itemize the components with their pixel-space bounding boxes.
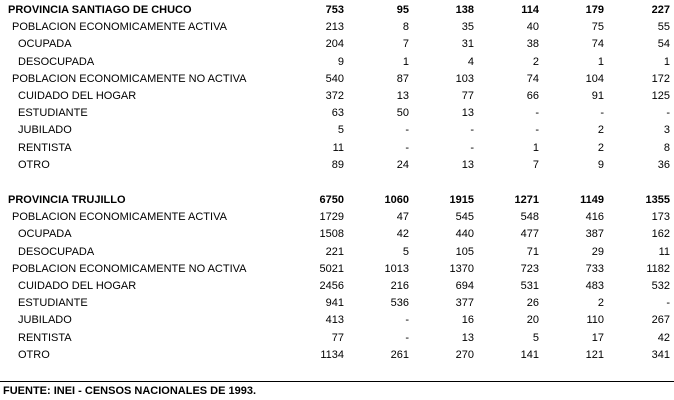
cell-value: 104	[585, 72, 604, 85]
table-row	[0, 330, 674, 347]
cell-value: 13	[461, 158, 474, 171]
row-label: PROVINCIA SANTIAGO DE CHUCO	[8, 4, 192, 16]
cell-value: 13	[396, 90, 409, 102]
cell-value: 2456	[319, 280, 344, 292]
cell-value: -	[405, 331, 409, 344]
cell-value: 20	[526, 314, 539, 327]
cell-value: 3	[663, 124, 670, 137]
cell-value: 416	[585, 211, 604, 224]
cell-value: 2	[597, 141, 604, 154]
cell-value: 221	[325, 245, 344, 258]
section-header-row	[0, 192, 674, 209]
cell-value: 162	[651, 228, 670, 241]
cell-value: 125	[651, 90, 670, 102]
cell-value: 141	[520, 348, 539, 361]
table-row	[0, 36, 674, 53]
cell-value: -	[666, 107, 670, 120]
cell-value: 40	[526, 21, 539, 34]
row-label: RENTISTA	[18, 141, 72, 154]
table-row	[0, 261, 674, 278]
table-row	[0, 278, 674, 295]
cell-value: -	[405, 141, 409, 154]
cell-value: 548	[520, 211, 539, 224]
cell-value: 11	[332, 141, 344, 154]
cell-value: 1134	[320, 348, 344, 361]
cell-value: 341	[651, 348, 670, 361]
row-label: POBLACION ECONOMICAMENTE NO ACTIVA	[12, 262, 247, 275]
cell-value: 536	[390, 297, 409, 310]
cell-value: 6750	[319, 194, 344, 206]
cell-value: 540	[325, 72, 344, 85]
cell-value: 941	[325, 297, 344, 310]
cell-value: 2	[597, 124, 604, 137]
cell-value: 55	[657, 21, 670, 34]
cell-value: 270	[455, 348, 474, 361]
cell-value: 75	[591, 21, 604, 34]
cell-value: 66	[526, 90, 539, 102]
cell-value: 36	[657, 158, 670, 171]
cell-value: 1149	[580, 194, 604, 206]
cell-value: 50	[396, 107, 409, 120]
row-label: OTRO	[18, 348, 50, 361]
cell-value: 11	[658, 245, 670, 258]
cell-value: 138	[455, 4, 474, 16]
cell-value: 1	[532, 141, 539, 154]
row-label: DESOCUPADA	[18, 245, 95, 258]
table-row	[0, 157, 674, 174]
table-row	[0, 347, 674, 364]
cell-value: 213	[325, 21, 344, 34]
cell-value: 173	[651, 211, 670, 224]
cell-value: 7	[532, 158, 539, 171]
cell-value: 17	[591, 331, 604, 344]
cell-value: 7	[402, 38, 409, 51]
cell-value: -	[470, 141, 474, 154]
cell-value: 387	[585, 228, 604, 241]
cell-value: 2	[532, 55, 539, 68]
cell-value: 89	[331, 158, 344, 171]
cell-value: 31	[461, 38, 474, 51]
section-header-row	[0, 2, 674, 19]
table-row	[0, 140, 674, 157]
cell-value: 8	[402, 21, 409, 34]
cell-value: 1729	[319, 211, 344, 224]
row-label: JUBILADO	[18, 314, 72, 327]
table-row	[0, 105, 674, 122]
cell-value: 29	[591, 245, 604, 258]
cell-value: 216	[390, 280, 409, 292]
cell-value: -	[600, 107, 604, 120]
cell-value: -	[405, 124, 409, 137]
cell-value: -	[666, 297, 670, 310]
cell-value: 13	[461, 107, 474, 120]
row-label: RENTISTA	[18, 331, 72, 344]
cell-value: 26	[526, 297, 539, 310]
cell-value: 42	[396, 228, 409, 241]
cell-value: 77	[331, 331, 344, 344]
cell-value: 8	[663, 141, 670, 154]
table-row	[0, 54, 674, 71]
cell-value: 204	[325, 38, 344, 51]
cell-value: 9	[597, 158, 604, 171]
cell-value: 1060	[384, 194, 409, 206]
cell-value: 1	[402, 55, 409, 68]
cell-value: 5021	[319, 262, 344, 275]
row-label: OTRO	[18, 158, 50, 171]
cell-value: 694	[455, 280, 474, 292]
table-row	[0, 312, 674, 329]
cell-value: 1	[663, 55, 670, 68]
cell-value: 35	[461, 21, 474, 34]
cell-value: 172	[651, 72, 670, 85]
cell-value: 1508	[319, 228, 344, 241]
cell-value: 1355	[645, 194, 670, 206]
table-row	[0, 244, 674, 261]
cell-value: 267	[651, 314, 670, 327]
cell-value: 71	[526, 245, 539, 258]
cell-value: 545	[455, 211, 474, 224]
cell-value: 377	[455, 297, 474, 310]
cell-value: 733	[585, 262, 604, 275]
cell-value: -	[535, 124, 539, 137]
cell-value: 531	[520, 280, 539, 292]
cell-value: 54	[657, 38, 670, 51]
cell-value: 63	[331, 107, 344, 120]
table-row	[0, 295, 674, 312]
table-row	[0, 88, 674, 105]
cell-value: 114	[521, 4, 539, 16]
row-label: CUIDADO DEL HOGAR	[18, 90, 137, 102]
row-label: POBLACION ECONOMICAMENTE ACTIVA	[12, 21, 227, 34]
cell-value: 227	[651, 4, 670, 16]
cell-value: 91	[591, 90, 604, 102]
source-note: FUENTE: INEI - CENSOS NACIONALES DE 1993.	[3, 385, 257, 397]
cell-value: 105	[455, 245, 474, 258]
cell-value: 47	[396, 211, 409, 224]
cell-value: 16	[461, 314, 474, 327]
cell-value: 110	[586, 314, 604, 327]
row-label: DESOCUPADA	[18, 55, 95, 68]
cell-value: 13	[461, 331, 474, 344]
cell-value: 723	[520, 262, 539, 275]
cell-value: -	[470, 124, 474, 137]
cell-value: 121	[585, 348, 604, 361]
row-label: JUBILADO	[18, 124, 72, 137]
row-label: POBLACION ECONOMICAMENTE ACTIVA	[12, 211, 227, 224]
cell-value: 74	[591, 38, 604, 51]
row-label: CUIDADO DEL HOGAR	[18, 280, 137, 292]
cell-value: 1370	[449, 262, 474, 275]
cell-value: 753	[325, 4, 344, 16]
row-label: ESTUDIANTE	[18, 297, 88, 310]
cell-value: 95	[396, 4, 409, 16]
table-row	[0, 71, 674, 88]
cell-value: 5	[337, 124, 344, 137]
cell-value: 372	[325, 90, 344, 102]
cell-value: 1	[597, 55, 604, 68]
cell-value: 1915	[449, 194, 474, 206]
cell-value: 261	[390, 348, 409, 361]
cell-value: 74	[526, 72, 539, 85]
table-row	[0, 122, 674, 139]
cell-value: 5	[532, 331, 539, 344]
cell-value: 5	[402, 245, 409, 258]
cell-value: 87	[396, 72, 409, 85]
table-row	[0, 209, 674, 226]
row-label: PROVINCIA TRUJILLO	[8, 194, 126, 206]
row-label: POBLACION ECONOMICAMENTE NO ACTIVA	[12, 72, 247, 85]
cell-value: 77	[461, 90, 474, 102]
cell-value: 103	[455, 72, 474, 85]
table-row	[0, 226, 674, 243]
cell-value: 2	[597, 297, 604, 310]
cell-value: -	[405, 314, 409, 327]
cell-value: 38	[526, 38, 539, 51]
cell-value: 440	[455, 228, 474, 241]
cell-value: 532	[651, 280, 670, 292]
cell-value: 483	[585, 280, 604, 292]
cell-value: 1182	[646, 262, 670, 275]
cell-value: -	[535, 107, 539, 120]
cell-value: 413	[325, 314, 344, 327]
cell-value: 179	[585, 4, 604, 16]
cell-value: 24	[396, 158, 409, 171]
cell-value: 42	[657, 331, 670, 344]
cell-value: 4	[467, 55, 474, 68]
row-label: OCUPADA	[18, 38, 72, 51]
row-label: ESTUDIANTE	[18, 107, 88, 120]
cell-value: 1271	[514, 194, 539, 206]
footer-divider	[0, 381, 674, 382]
row-label: OCUPADA	[18, 228, 72, 241]
cell-value: 9	[337, 55, 344, 68]
cell-value: 477	[520, 228, 539, 241]
cell-value: 1013	[384, 262, 409, 275]
table-row	[0, 19, 674, 36]
